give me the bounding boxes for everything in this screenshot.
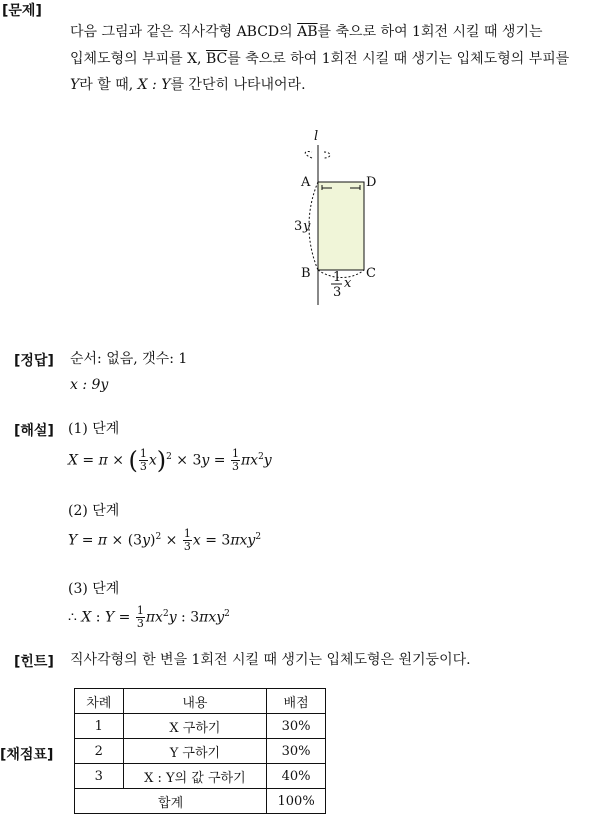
rotation-arrow-right	[324, 152, 330, 158]
table-header: 내용	[123, 689, 267, 714]
table-total-score: 100%	[267, 789, 326, 814]
frac-den: 3	[333, 285, 342, 300]
bottom-var: x	[344, 276, 352, 291]
frac-num: 1	[333, 270, 342, 285]
table-cell: 30%	[267, 714, 326, 739]
solution-section-label: [해설]	[14, 423, 54, 439]
problem-line-1	[70, 23, 543, 41]
vertex-d: D	[366, 175, 377, 190]
vertex-a: A	[301, 175, 311, 190]
table-header-row	[75, 689, 326, 714]
side-var: y	[303, 219, 311, 234]
rubric-table	[74, 688, 326, 814]
table-cell: 1	[75, 714, 124, 739]
rubric-section-label: [채점표]	[0, 747, 54, 763]
table-cell: 40%	[267, 764, 326, 789]
table-cell: 3	[75, 764, 124, 789]
problem-line-3	[70, 76, 306, 94]
problem-text: 다음 그림과 같은 직사각형 ABCD의	[70, 24, 298, 40]
problem-text: 라 할 때,	[79, 77, 138, 93]
solution-eq-2: $Y = \pi \times (3y)^2$ × $\frac{1}{3}$ x = 3πxy$^2$	[68, 527, 262, 554]
hint-text: 직사각형의 한 변을 1회전 시킬 때 생기는 입체도형은 원기둥이다.	[70, 652, 471, 668]
table-header: 차례	[75, 689, 124, 714]
problem-section-label: [문제]	[2, 3, 42, 19]
hint-section-label: [힌트]	[14, 654, 54, 670]
answer-section-label: [정답]	[14, 353, 54, 369]
table-header: 배점	[267, 689, 326, 714]
table-total-row	[75, 789, 326, 814]
problem-line-2	[70, 50, 569, 68]
table-total-label: 합계	[75, 789, 267, 814]
side-coef: 3	[294, 219, 303, 234]
segment-bc: $\overline{BC}$	[205, 51, 228, 67]
table-cell: X 구하기	[123, 714, 267, 739]
rectangle-abcd	[318, 182, 364, 270]
rotation-arrow-left	[305, 151, 312, 158]
solution-step-1: (1) 단계	[68, 421, 120, 437]
solution-eq-1: X = π × ( $\frac{1}{3}$ x)$^2$ × 3y = $\frac{1}{3}$ $\pi x^2y$	[68, 446, 272, 475]
ratio-xy: X : Y	[137, 77, 171, 93]
table-row	[75, 739, 326, 764]
axis-label: l	[314, 129, 319, 144]
rectangle-figure	[280, 120, 400, 310]
solution-step-2: (2) 단계	[68, 503, 120, 519]
segment-ab: $\overline{AB}$	[297, 24, 318, 40]
var-y: Y	[70, 77, 80, 93]
table-row	[75, 714, 326, 739]
table-cell: 30%	[267, 739, 326, 764]
table-row	[75, 764, 326, 789]
vertex-b: B	[301, 266, 311, 281]
table-cell: 2	[75, 739, 124, 764]
answer-line-2: x : 9y	[70, 377, 109, 393]
problem-text: 입체도형의 부피를 X,	[70, 51, 206, 67]
solution-step-3: (3) 단계	[68, 581, 120, 597]
solution-eq-3: ∴ X : Y = $\frac{1}{3}$ $\pi x^2y$ : 3πxy$^2$	[68, 604, 230, 631]
problem-text: 를 간단히 나타내어라.	[170, 77, 306, 93]
table-cell: Y 구하기	[123, 739, 267, 764]
vertex-c: C	[366, 266, 376, 281]
problem-text: 를 축으로 하여 1회전 시킬 때 생기는	[317, 24, 543, 40]
problem-text: 를 축으로 하여 1회전 시킬 때 생기는 입체도형의 부피를	[227, 51, 570, 67]
answer-line-1: 순서: 없음, 갯수: 1	[70, 351, 188, 367]
table-cell: X : Y의 값 구하기	[123, 764, 267, 789]
